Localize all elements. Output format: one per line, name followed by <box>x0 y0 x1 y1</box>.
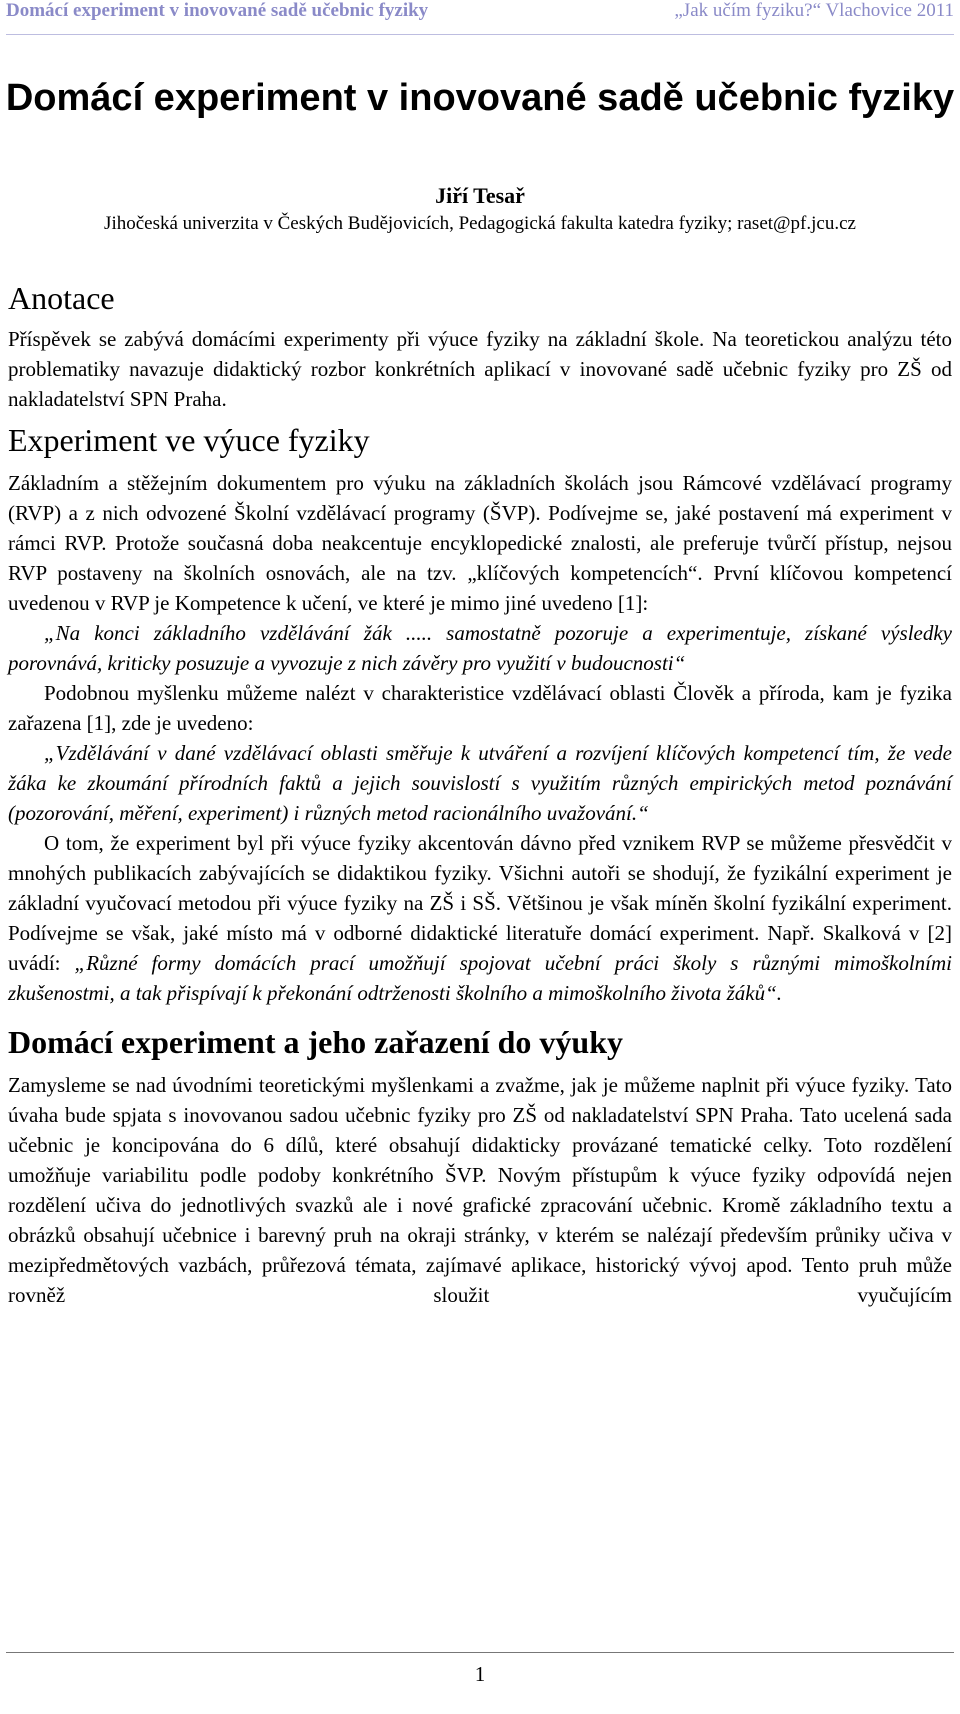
quote-paragraph: „Vzdělávání v dané vzdělávací oblasti směřuje k utváření a rozvíjení klíčových kompetencí tím, že vede žáka ke zkoumání přírodních faktů a jejich souvislostí s využitím různých empirických metod poznávání (pozorování, měření, experiment) i různých metod racionálního uvažování.“ <box>8 741 952 825</box>
footer-rule <box>6 1652 954 1653</box>
section-heading-domaci: Domácí experiment a jeho zařazení do výuky <box>8 1024 624 1060</box>
running-header <box>0 0 960 36</box>
paper-body <box>8 278 952 1310</box>
body-paragraph: Zamysleme se nad úvodními teoretickými myšlenkami a zvažme, jak je můžeme naplnit při výuce fyziky. Tato úvaha bude spjata s inovovanou sadou učebnic fyziky pro ZŠ od nakladatelství SPN Praha. Tato ucelená sada učebnic je koncipována do 6 dílů, které obsahují didakticky provázané tematické celky. Toto rozdělení umožňuje variabilitu podle podoby konkrétního ŠVP. Novým přístupům k výuce fyziky odpovídá nejen rozdělení učiva do jednotlivých svazků ale i nové grafické zpracování učebnic. Kromě základního textu a obrázků obsahují učebnice i barevný pruh na okraji stránky, v kterém se nalézají především průniky učiva v mezipředmětových vazbách, průřezová témata, zajímavé aplikace, historický vývoj apod. Tento pruh může rovněž sloužit vyučujícím <box>8 1073 952 1307</box>
quote-paragraph: „Na konci základního vzdělávání žák ..... samostatně pozoruje a experimentuje, získané výsledky porovnává, kriticky posuzuje a vyvozuje z nich závěry pro využití v budoucnosti“ <box>8 621 952 675</box>
citation-quote: „Různé formy domácích prací umožňují spojovat učební práci školy s různými mimoškolními zkušenostmi, a tak přispívají k překonání odtrženosti školního a mimoškolního života žáků“. <box>8 951 952 1005</box>
body-text: O tom, že experiment byl při výuce fyziky akcentován dávno před vznikem RVP se můžeme přesvědčit v mnohých publikacích zabývajících se didaktikou fyziky. Všichni autoři se shodují, že fyzikální experiment je základní vyučovací metodou při výuce fyziky na ZŠ i SŠ. Většinou je však míněn školní fyzikální experiment. Podívejme se však, jaké místo má v odborné didaktické literatuře domácí experiment. Např. Skalková v [2] uvádí: <box>8 831 952 975</box>
header-rule <box>6 34 954 35</box>
abstract-paragraph: Příspěvek se zabývá domácími experimenty při výuce fyziky na základní škole. Na teoretickou analýzu této problematiky navazuje didaktický rozbor konkrétních aplikací v inovované sadě učebnic fyziky pro ZŠ od nakladatelství SPN Praha. <box>8 327 952 411</box>
header-left-title: Domácí experiment v inovované sadě učebnic fyziky <box>6 0 429 21</box>
body-paragraph <box>8 828 952 1008</box>
header-right-conference: „Jak učím fyziku?“ Vlachovice 2011 <box>674 0 954 21</box>
section-heading-anotace: Anotace <box>8 280 115 316</box>
paper-title: Domácí experiment v inovované sadě učebnic fyziky <box>5 77 955 119</box>
body-paragraph: Základním a stěžejním dokumentem pro výuku na základních školách jsou Rámcové vzdělávací programy (RVP) a z nich odvozené Školní vzdělávací programy (ŠVP). Podívejme se, jaké postavení má experiment v rámci RVP. Protože současná doba neakcentuje encyklopedické znalosti, ale preferuje tvůrčí přístup, nejsou RVP postaveny na školních osnovách, ale na tzv. „klíčových kompetencích“. První klíčovou kompetencí uvedenou v RVP je Kompetence k učení, ve které je mimo jiné uvedeno [1]: <box>8 471 952 615</box>
author-affiliation: Jihočeská univerzita v Českých Budějovicích, Pedagogická fakulta katedra fyziky; raset@pf.jcu.cz <box>104 213 856 234</box>
author-name: Jiří Tesař <box>435 183 525 208</box>
page-number: 1 <box>474 1662 486 1686</box>
body-paragraph: Podobnou myšlenku můžeme nalézt v charakteristice vzdělávací oblasti Člověk a příroda, kam je fyzika zařazena [1], zde je uvedeno: <box>8 681 952 735</box>
section-heading-experiment: Experiment ve výuce fyziky <box>8 422 370 458</box>
